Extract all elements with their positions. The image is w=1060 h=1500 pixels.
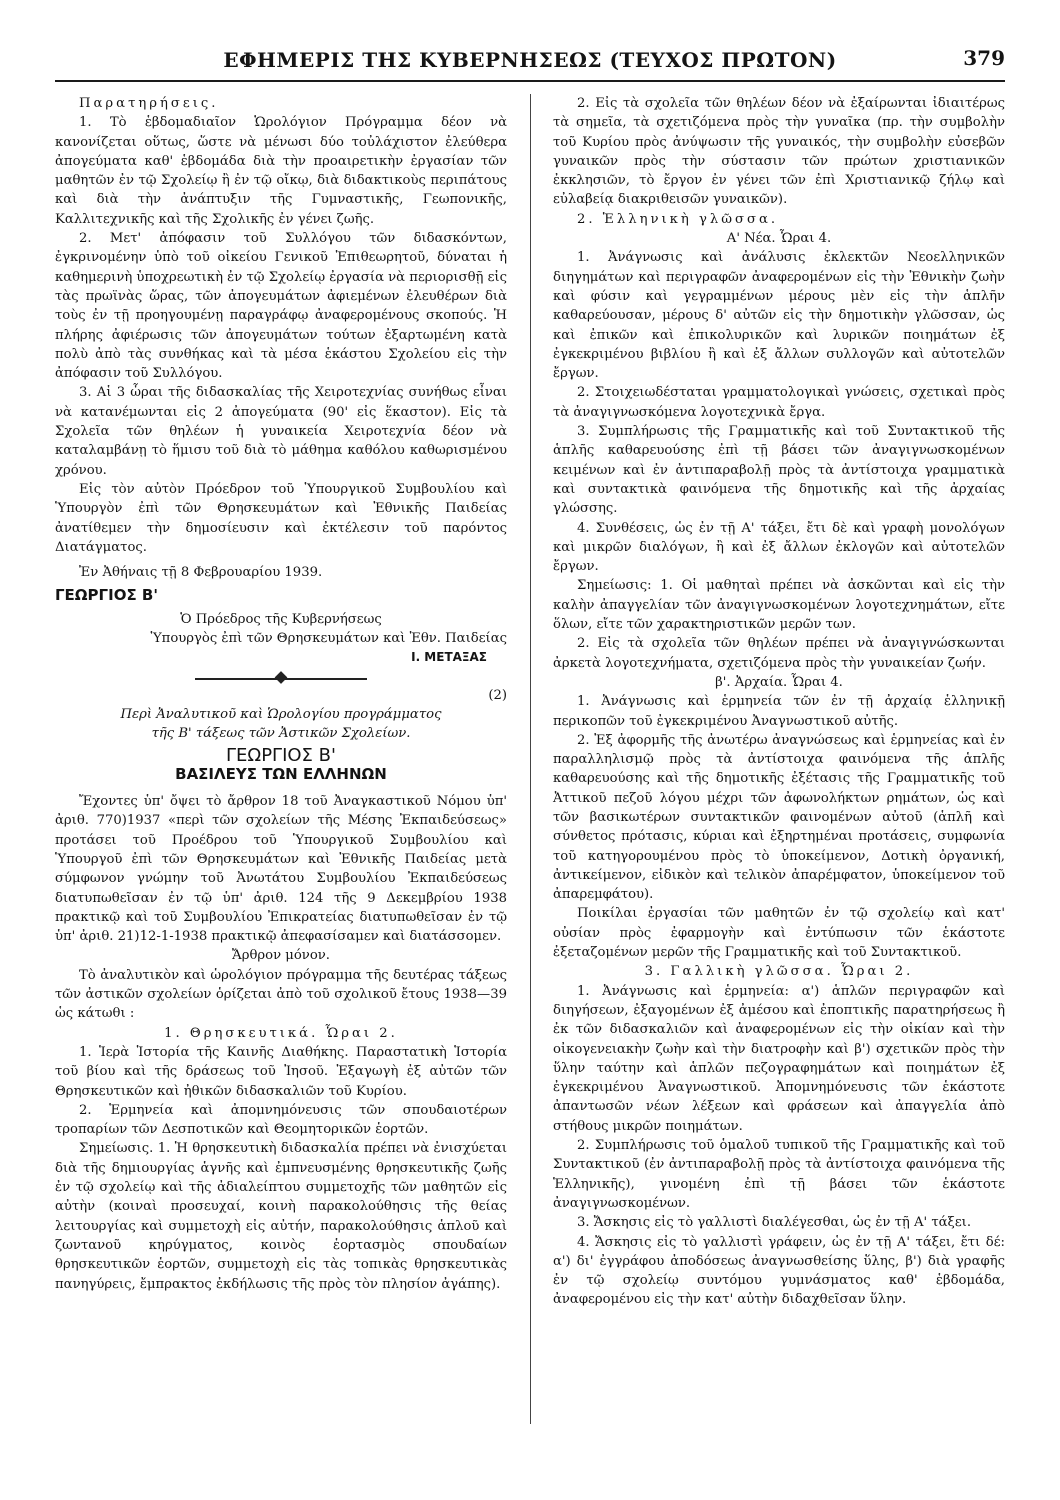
modern-greek-item-4: 4. Συνθέσεις, ὡς ἐν τῇ Α' τάξει, ἔτι δὲ καὶ γραφὴ μονολόγων καὶ μικρῶν διαλόγων, ἢ καὶ ἐξ ἄλλων ἐκλογῶν καὶ αὐτοτελῶν ἔργων.: [553, 520, 1005, 575]
religion-note: Σημείωσις. 1. Ἡ θρησκευτικὴ διδασκαλία πρέπει νὰ ἐνισχύεται διὰ τῆς δημιουργίας ἁγνῆς καὶ ἐμπνευσμένης θρησκευτικῆς ζωῆς ἐν τῷ σχολείῳ καὶ τῆς ἀδιαλείπτου συμμετοχῆς τῶν μαθητῶν εἰς αὐτὴν (κοιναὶ προσευχαί, κοινὴ παρακολούθησις τῆς θείας λειτουργίας καὶ συμμετοχὴ εἰς αὐτήν, παρακολούθησις ἁπλοῦ καὶ ζωντανοῦ κηρύγματος, κοινὸς ἑορτασμὸς σπουδαίων θρησκευτικῶν ἑορτῶν, συμμετοχὴ εἰς τὰς τοπικὰς θρησκευτικὰς πανηγύρεις, ἔμπρακτος ἐκδήλωσις τῆς πρὸς τὸν πλησίον ἀγάπης).: [55, 1141, 507, 1292]
modern-greek-heading: Α' Νέα. Ὧραι 4.: [726, 231, 832, 247]
ancient-greek-item-2: 2. Ἐξ ἀφορμῆς τῆς ἀνωτέρω ἀναγνώσεως καὶ ἑρμηνείας καὶ ἐν παραλληλισμῷ πρὸς τὰ ἀντίστοιχα φαινόμενα τῆς ἁπλῆς καθαρευούσης καὶ τῆς δημοτικῆς ἐξέτασις τῆς Γραμματικῆς τοῦ Ἀττικοῦ πεζοῦ λόγου μέχρι τῶν ἀφωνολήκτων ρημάτων, ὡς καὶ τῶν βασικωτέρων συντακτικῶν φαινομένων αὐτοῦ (ἁπλῆ καὶ σύνθετος πρότασις, κύριαι καὶ ἐξηρτημέναι προτάσεις, συμφωνία τοῦ κατηγορουμένου πρὸς τὸ ὑποκείμενον, Δοτικὴ ὀργανική, ἀντικείμενον, εἰδικὸν καὶ τελικὸν ἀπαρέμφατον, ὑποκείμενον τοῦ ἀπαρεμφάτου).: [553, 732, 1005, 903]
signatory-name: Ι. ΜΕΤΑΞΑΣ: [411, 650, 487, 665]
section-religion-heading: 1. Θρησκευτικά. Ὧραι 2.: [164, 1025, 398, 1041]
religion-item-note-2: 2. Εἰς τὰ σχολεῖα τῶν θηλέων δέον νὰ ἐξαίρωνται ἰδιαιτέρως τὰ σημεῖα, τὰ σχετιζόμενα πρὸς τὴν γυναῖκα (πρ. τὴν συμβολὴν τοῦ Κυρίου πρὸς ἀνύψωσιν τῆς γυναικός, τὴν συμβολὴν εὐσεβῶν γυναικῶν πρὸς τὴν σύστασιν τῶν πρώτων χριστιανικῶν ἐκκλησιῶν, τὸ ἔργον ἐν γένει τῶν ἐπὶ Χριστιανικῷ ζήλῳ καὶ εὐλαβείᾳ διακριθεισῶν γυναικῶν).: [553, 96, 1005, 208]
modern-greek-item-1: 1. Ἀνάγνωσις καὶ ἀνάλυσις ἐκλεκτῶν Νεοελληνικῶν διηγημάτων καὶ περιγραφῶν ἀναφερομένων εἰς τὴν Ἐθνικὴν ζωὴν καὶ φύσιν καὶ γεγραμμένων μέρους μὲν εἰς τὴν ἁπλῆν καθαρεύουσαν, μέρους δ' αὐτῶν εἰς τὴν δημοτικὴν γλῶσσαν, ὡς καὶ ἐπικῶν καὶ ἐπικολυρικῶν καὶ λυρικῶν ποιημάτων ἐξ ἐγκεκριμένου βιβλίου ἢ καὶ ἐξ ἄλλων συλλογῶν καὶ αὐτοτελῶν ἔργων.: [553, 250, 1005, 382]
observation-3: 3. Αἱ 3 ὧραι τῆς διδασκαλίας τῆς Χειροτεχνίας συνήθως εἶναι νὰ κατανέμωνται εἰς 2 ἀπογεύματα (90' εἰς ἕκαστον). Εἰς τὰ Σχολεῖα τῶν θηλέων ἡ γυναικεία Χειροτεχνία δέον νὰ καταλαμβάνῃ τὸ ἥμισυ τοῦ διὰ τὸ μάθημα καθόλου καθωρισμένου χρόνου.: [55, 385, 507, 478]
left-column: [55, 94, 507, 1294]
preamble: Ἔχοντες ὑπ' ὄψει τὸ ἄρθρον 18 τοῦ Ἀναγκαστικοῦ Νόμου ὑπ' ἀριθ. 770)1937 «περὶ τῶν σχολείων τῆς Μέσης Ἐκπαιδεύσεως» προτάσει τοῦ Προέδρου τοῦ Ὑπουργικοῦ Συμβουλίου καὶ Ὑπουργοῦ ἐπὶ τῶν Θρησκευμάτων καὶ Ἐθνικῆς Παιδείας μετὰ σύμφωνον γνώμην τοῦ Ἀνωτάτου Συμβουλίου Ἐκπαιδεύσεως διατυπωθεῖσαν ἐν τῷ ὑπ' ἀριθ. 124 τῆς 9 Δεκεμβρίου 1938 πρακτικῷ καὶ τοῦ Συμβουλίου Ἐπικρατείας διατυπωθεῖσαν ἐν τῷ ὑπ' ἀριθ. 21)12-1-1938 πρακτικῷ ἀπεφασίσαμεν καὶ διατάσσομεν.: [55, 794, 507, 945]
decree-title-line-1: Περὶ Ἀναλυτικοῦ καὶ Ὡρολογίου προγράμματος: [120, 706, 442, 722]
closing-paragraph: Εἰς τὸν αὐτὸν Πρόεδρον τοῦ Ὑπουργικοῦ Συμβουλίου καὶ Ὑπουργὸν ἐπὶ τῶν Θρησκευμάτων καὶ Ἐθνικῆς Παιδείας ἀνατίθεμεν τὴν δημοσίευσιν καὶ ἐκτέλεσιν τοῦ παρόντος Διατάγματος.: [55, 481, 507, 555]
modern-greek-note-1: Σημείωσις: 1. Οἱ μαθηταὶ πρέπει νὰ ἀσκῶνται καὶ εἰς τὴν καλὴν ἀπαγγελίαν τῶν ἀναγιγνωσκομένων λογοτεχνημάτων, εἴτε ὅλων, εἴτε τῶν χαρακτηριστικῶν μερῶν των.: [553, 578, 1005, 633]
religion-item-1: 1. Ἱερὰ Ἱστορία τῆς Καινῆς Διαθήκης. Παραστατικὴ Ἱστορία τοῦ βίου καὶ τῆς δράσεως τοῦ Ἰησοῦ. Ἐξαγωγὴ ἐξ αὐτῶν τῶν Θρησκευτικῶν καὶ ἠθικῶν διδασκαλιῶν τοῦ Κυρίου.: [55, 1044, 507, 1099]
signatory-title-1: Ὁ Πρόεδρος τῆς Κυβερνήσεως: [180, 611, 382, 627]
page-number: 379: [963, 46, 1005, 70]
king-heading: ΓΕΩΡΓΙΟΣ Β': [226, 744, 336, 766]
observations-heading: Παρατηρήσεις.: [79, 96, 219, 111]
section-french-heading: 3. Γαλλικὴ γλῶσσα. Ὧραι 2.: [644, 964, 914, 980]
decree-title-line-2: τῆς Β' τάξεως τῶν Ἀστικῶν Σχολείων.: [151, 726, 411, 742]
section-greek-heading: 2. Ἑλληνικὴ γλῶσσα.: [577, 211, 779, 227]
ancient-greek-heading: β'. Ἀρχαία. Ὧραι 4.: [715, 674, 843, 690]
decree-date: Ἐν Ἀθήναις τῇ 8 Φεβρουαρίου 1939.: [79, 565, 323, 581]
article-text: Τὸ ἀναλυτικὸν καὶ ὡρολόγιον πρόγραμμα τῆς δευτέρας τάξεως τῶν ἀστικῶν σχολείων ὁρίζεται ἀπὸ τοῦ σχολικοῦ ἔτους 1938—39 ὡς κάτωθι :: [55, 967, 507, 1022]
observation-2: 2. Μετ' ἀπόφασιν τοῦ Συλλόγου τῶν διδασκόντων, ἐγκρινομένην ὑπὸ τοῦ οἰκείου Γενικοῦ Ἐπιθεωρητοῦ, δύναται ἡ καθημερινὴ ὑποχρεωτικὴ ἐν τῷ Σχολείῳ ἐργασία νὰ περιορισθῇ εἰς τὰς πρωϊνὰς ὥρας, τῶν ἀπογευμάτων ἀφιεμένων ἐλευθέρων διὰ τοὺς ἐν τῇ προηγουμένῃ παραγράφῳ ἀναφερομένους σκοπούς. Ἡ πλήρης ἀφιέρωσις τῶν ἀπογευμάτων τούτων ἐξαρτωμένη κατὰ πολὺ ἀπὸ τὰς συνθήκας καὶ τὰ μέσα ἑκάστου Σχολείου εἰς τὴν ἀπόφασιν τοῦ Συλλόγου.: [55, 231, 507, 382]
decree-number: (2): [488, 687, 507, 703]
french-item-1: 1. Ἀνάγνωσις καὶ ἑρμηνεία: α') ἁπλῶν περιγραφῶν καὶ διηγήσεων, ἐξαγομένων ἐξ ἀμέσου καὶ ἐποπτικῆς παρατηρήσεως ἢ ἐκ τῶν διδασκαλιῶν καὶ ἀναφερομένων εἰς τὴν οἰκίαν καὶ τὴν οἰκογενειακὴν ζωὴν καὶ τὴν διατροφὴν καὶ β') σχετικῶν πρὸς τὴν ὕλην ταύτην καὶ ἁπλῶν πεζογραφημάτων καὶ ποιημάτων ἐξ ἐγκεκριμένου Ἀναγνωστικοῦ. Ἀπομνημόνευσις τῶν ἑκάστοτε ἀπαντωσῶν νέων λέξεων καὶ φράσεων καὶ ἀπαγγελία ἀπὸ στήθους μικρῶν ποιημάτων.: [553, 983, 1005, 1134]
modern-greek-item-3: 3. Συμπλήρωσις τῆς Γραμματικῆς καὶ τοῦ Συντακτικοῦ τῆς ἁπλῆς καθαρευούσης ἐπὶ τῇ βάσει τῶν ἀναγιγνωσκομένων κειμένων καὶ ἐν ἀντιπαραβολῇ πρὸς τὰ ἀντίστοιχα γραμματικὰ καὶ συντακτικὰ φαινόμενα τῆς δημοτικῆς καὶ τῆς ἀρχαίας γλώσσης.: [553, 424, 1005, 517]
ancient-greek-item-1: 1. Ἀνάγνωσις καὶ ἑρμηνεία τῶν ἐν τῇ ἀρχαίᾳ ἑλληνικῇ περικοπῶν τοῦ ἐγκεκριμένου Ἀναγνωστικοῦ αὐτῆς.: [553, 694, 1005, 729]
king-signature: ΓΕΩΡΓΙΟΣ Β': [55, 586, 158, 605]
signatory-title-2: Ὑπουργὸς ἐπὶ τῶν Θρησκευμάτων καὶ Ἐθν. Παιδείας: [150, 631, 507, 647]
column-rule: [530, 94, 531, 1424]
page-header: [55, 40, 1005, 82]
king-subheading: ΒΑΣΙΛΕΥΣ ΤΩΝ ΕΛΛΗΝΩΝ: [175, 764, 387, 783]
ancient-greek-exercises: Ποικίλαι ἐργασίαι τῶν μαθητῶν ἐν τῷ σχολείῳ καὶ κατ' οὐσίαν πρὸς ἐφαρμογὴν καὶ ἐντύπωσιν τῶν ἑκάστοτε ἐξεταζομένων μερῶν τῆς Γραμματικῆς καὶ τοῦ Συντακτικοῦ.: [553, 906, 1005, 961]
modern-greek-note-2: 2. Εἰς τὰ σχολεῖα τῶν θηλέων πρέπει νὰ ἀναγιγνώσκωνται ἀρκετὰ λογοτεχνήματα, σχετιζόμενα πρὸς τὴν γυναικείαν ζωήν.: [553, 636, 1005, 671]
article-heading: Ἄρθρον μόνον.: [232, 948, 330, 964]
religion-item-2: 2. Ἑρμηνεία καὶ ἀπομνημόνευσις τῶν σπουδαιοτέρων τροπαρίων τῶν Δεσποτικῶν καὶ Θεομητορικῶν ἑορτῶν.: [55, 1102, 507, 1138]
french-item-4: 4. Ἄσκησις εἰς τὸ γαλλιστὶ γράφειν, ὡς ἐν τῇ Α' τάξει, ἔτι δέ: α') δι' ἐγγράφου ἀποδόσεως ἀναγνωσθείσης ὕλης, β') διὰ γραφῆς ἐν τῷ σχολείῳ συντόμου γυμνάσματος καθ' ἑβδομάδα, ἀναφερομένου εἰς τὴν κατ' αὐτὴν διδαχθεῖσαν ὕλην.: [553, 1234, 1005, 1308]
section-divider: [55, 668, 507, 690]
modern-greek-item-2: 2. Στοιχειωδέσταται γραμματολογικαὶ γνώσεις, σχετικαὶ πρὸς τὰ ἀναγιγνωσκόμενα λογοτεχνικὰ ἔργα.: [553, 385, 1005, 420]
right-column: [553, 94, 1005, 1310]
observation-1: 1. Τὸ ἑβδομαδιαῖον Ὡρολόγιον Πρόγραμμα δέον νὰ κανονίζεται οὕτως, ὥστε νὰ μένωσι δύο τοὐλάχιστον ἐλεύθερα ἀπογεύματα καθ' ἑβδομάδα διὰ τὴν προαιρετικὴν ἐργασίαν τῶν μαθητῶν ἐν τῷ Σχολείῳ ἢ ἐν τῷ οἴκῳ, διὰ διδακτικοὺς περιπάτους καὶ διὰ τὴν ἀνάπτυξιν τῆς Γυμναστικῆς, Γεωπονικῆς, Καλλιτεχνικῆς καὶ τῆς Σχολικῆς ἐν γένει ζωῆς.: [55, 115, 507, 227]
french-item-2: 2. Συμπλήρωσις τοῦ ὁμαλοῦ τυπικοῦ τῆς Γραμματικῆς καὶ τοῦ Συντακτικοῦ (ἐν ἀντιπαραβολῇ πρὸς τὰ ἀντίστοιχα φαινόμενα τῆς Ἑλληνικῆς), γινομένη ἐπὶ τῇ βάσει τῶν ἑκάστοτε ἀναγιγνωσκομένων.: [553, 1138, 1005, 1211]
french-item-3: 3. Ἄσκησις εἰς τὸ γαλλιστὶ διαλέγεσθαι, ὡς ἐν τῇ Α' τάξει.: [577, 1215, 972, 1231]
divider-ornament: [275, 671, 288, 684]
gazette-title: ΕΦΗΜΕΡΙΣ ΤΗΣ ΚΥΒΕΡΝΗΣΕΩΣ (ΤΕΥΧΟΣ ΠΡΩΤΟΝ): [223, 48, 837, 72]
